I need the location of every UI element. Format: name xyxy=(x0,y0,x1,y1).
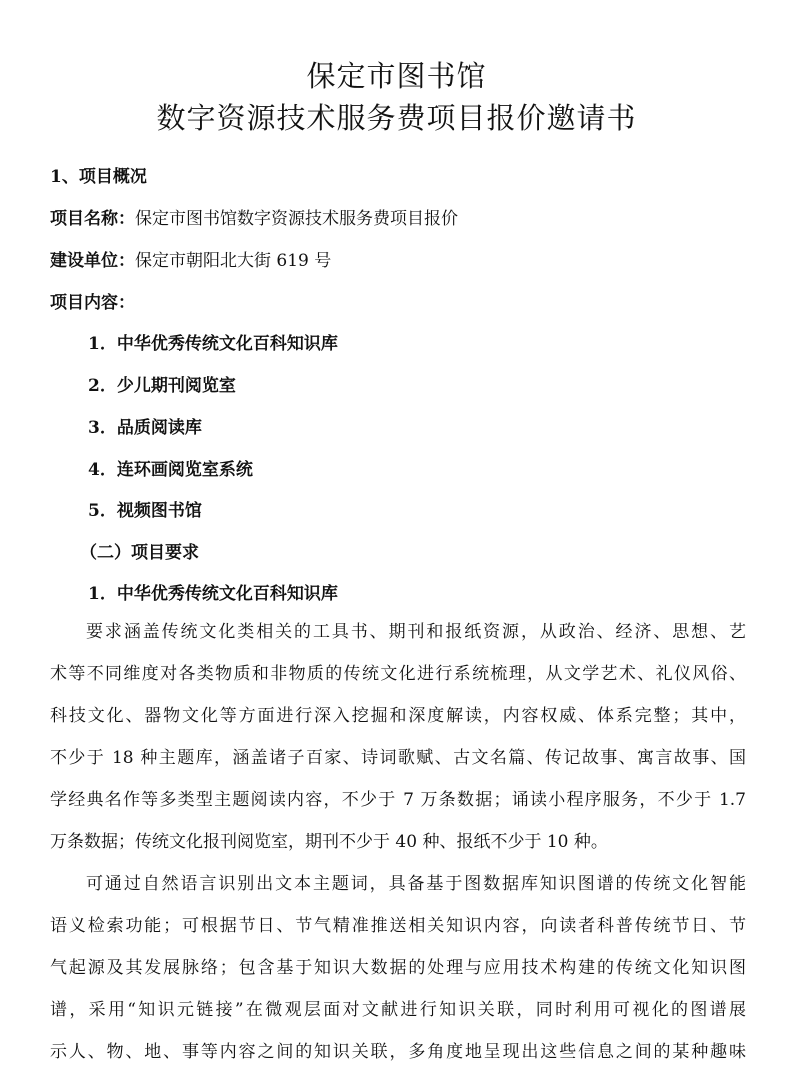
content-item-2: 2．少儿期刊阅览室 xyxy=(88,376,236,396)
section2-subheading: 1．中华优秀传统文化百科知识库 xyxy=(88,584,338,604)
para2-line: 语义检索功能；可根据节日、节气精准推送相关知识内容，向读者科普传统节日、节 xyxy=(50,916,746,936)
section2-heading: （二）项目要求 xyxy=(80,543,199,563)
content-item-4: 4．连环画阅览室系统 xyxy=(88,460,253,480)
section1-heading: 1、项目概况 xyxy=(50,167,147,187)
unit-value: 保定市朝阳北大街 619 号 xyxy=(135,251,332,271)
para2-line: 可通过自然语言识别出文本主题词，具备基于图数据库知识图谱的传统文化智能 xyxy=(86,874,746,894)
content-item-5: 5．视频图书馆 xyxy=(88,501,202,521)
para1-line: 要求涵盖传统文化类相关的工具书、期刊和报纸资源，从政治、经济、思想、艺 xyxy=(86,622,746,642)
para2-line: 气起源及其发展脉络；包含基于知识大数据的处理与应用技术构建的传统文化知识图 xyxy=(50,958,746,978)
content-item-3: 3．品质阅读库 xyxy=(88,418,202,438)
project-name-row xyxy=(50,204,458,229)
unit-label: 建设单位： xyxy=(50,251,135,271)
doc-title-line1: 保定市图书馆 xyxy=(306,59,487,93)
doc-title-line2: 数字资源技术服务费项目报价邀请书 xyxy=(156,101,637,135)
para1-line: 术等不同维度对各类物质和非物质的传统文化进行系统梳理，从文学艺术、礼仪风俗、 xyxy=(50,664,746,684)
project-name-label: 项目名称： xyxy=(50,209,135,229)
para2-line: 谱，采用“知识元链接”在微观层面对文献进行知识关联，同时利用可视化的图谱展 xyxy=(50,1000,746,1020)
content-label: 项目内容： xyxy=(50,293,135,313)
para1-line: 万条数据；传统文化报刊阅览室，期刊不少于 40 种、报纸不少于 10 种。 xyxy=(50,832,608,852)
project-name-value: 保定市图书馆数字资源技术服务费项目报价 xyxy=(135,209,458,229)
requirement-paragraph-2 xyxy=(50,863,746,1073)
para1-line: 学经典名作等多类型主题阅读内容，不少于 7 万条数据；诵读小程序服务，不少于 1.7 xyxy=(50,790,746,810)
content-item-1: 1．中华优秀传统文化百科知识库 xyxy=(88,334,338,354)
para1-line: 不少于 18 种主题库，涵盖诸子百家、诗词歌赋、古文名篇、传记故事、寓言故事、国 xyxy=(50,748,746,768)
para2-line: 示人、物、地、事等内容之间的知识关联，多角度地呈现出这些信息之间的某种趣味 xyxy=(50,1042,746,1062)
requirement-paragraph-1 xyxy=(50,611,746,863)
para1-line: 科技文化、器物文化等方面进行深入挖掘和深度解读，内容权威、体系完整；其中， xyxy=(50,706,746,726)
unit-row xyxy=(50,246,331,271)
